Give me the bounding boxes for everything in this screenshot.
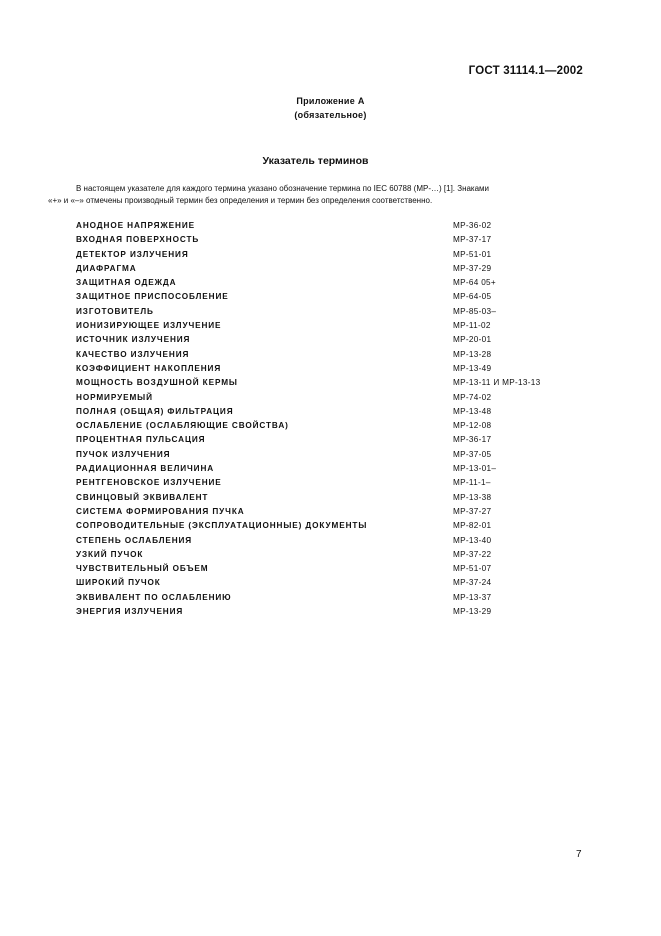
term-code: МР-13-28 [453,349,492,359]
term-name: МОЩНОСТЬ ВОЗДУШНОЙ КЕРМЫ [76,378,238,388]
term-code: МР-51-07 [453,564,492,574]
term-code: МР-37-27 [453,506,492,516]
term-name: УЗКИЙ ПУЧОК [76,549,144,559]
term-code: МР-37-24 [453,578,492,588]
term-name: ЭКВИВАЛЕНТ ПО ОСЛАБЛЕНИЮ [76,592,232,602]
term-name: РАДИАЦИОННАЯ ВЕЛИЧИНА [76,464,215,474]
term-name: ДЕТЕКТОР ИЗЛУЧЕНИЯ [76,249,189,259]
term-name: ПОЛНАЯ (ОБЩАЯ) ФИЛЬТРАЦИЯ [76,406,234,416]
term-code: МР-11-1– [453,478,491,488]
term-row [76,476,596,490]
term-row [76,591,596,605]
term-row [76,248,596,262]
term-row [76,519,596,533]
term-row [76,391,596,405]
index-intro [48,183,588,207]
term-row [76,462,596,476]
term-row [76,348,596,362]
term-name: СИСТЕМА ФОРМИРОВАНИЯ ПУЧКА [76,506,245,516]
term-code: МР-11-02 [453,321,491,331]
annex-title: Приложение А [296,96,365,106]
term-name: ЧУВСТВИТЕЛЬНЫЙ ОБЪЕМ [76,564,209,574]
term-name: СОПРОВОДИТЕЛЬНЫЕ (ЭКСПЛУАТАЦИОННЫЕ) ДОКУМЕНТЫ [76,521,368,531]
term-name: ЭНЕРГИЯ ИЗЛУЧЕНИЯ [76,607,184,617]
term-code: МР-64-05 [453,292,492,302]
term-name: ПРОЦЕНТНАЯ ПУЛЬСАЦИЯ [76,435,206,445]
term-row [76,290,596,304]
term-code: МР-37-22 [453,549,492,559]
term-name: ДИАФРАГМА [76,263,137,273]
term-code: МР-36-02 [453,221,492,230]
term-row [76,219,596,233]
intro-line-1: В настоящем указателе для каждого термина указано обозначение термина по IEC 60788 (МР-…) [1]. Знаками [76,184,490,193]
term-code: МР-36-17 [453,435,492,445]
term-code: МР-13-01– [453,464,497,474]
term-row [76,548,596,562]
term-name: АНОДНОЕ НАПРЯЖЕНИЕ [76,221,195,230]
term-row [76,419,596,433]
intro-line-2: «+» и «–» отмечены производный термин без определения и термин без определения соответственно. [48,196,433,205]
term-row [76,534,596,548]
term-name: ИОНИЗИРУЮЩЕЕ ИЗЛУЧЕНИЕ [76,321,222,331]
term-row [76,319,596,333]
term-name: ЗАЩИТНОЕ ПРИСПОСОБЛЕНИЕ [76,292,229,302]
standard-number: ГОСТ 31114.1—2002 [468,65,583,77]
annex-heading [0,94,661,122]
term-code: МР-37-05 [453,449,492,459]
term-row [76,491,596,505]
term-code: МР-13-40 [453,535,492,545]
term-name: ЗАЩИТНАЯ ОДЕЖДА [76,278,177,288]
term-row [76,376,596,390]
term-code: МР-13-38 [453,492,492,502]
term-row [76,262,596,276]
index-title: Указатель терминов [262,155,369,167]
term-row [76,505,596,519]
term-row [76,605,596,619]
term-code: МР-13-37 [453,592,492,602]
term-code: МР-13-48 [453,406,492,416]
term-row [76,333,596,347]
term-name: СВИНЦОВЫЙ ЭКВИВАЛЕНТ [76,492,209,502]
term-row [76,433,596,447]
term-code: МР-74-02 [453,392,492,402]
annex-subtitle: (обязательное) [294,110,367,120]
term-name: ПУЧОК ИЗЛУЧЕНИЯ [76,449,171,459]
terms-list [76,219,596,619]
term-row [76,276,596,290]
term-code: МР-13-49 [453,363,492,373]
term-row [76,448,596,462]
term-code: МР-13-11 И МР-13-13 [453,378,541,388]
term-row [76,405,596,419]
term-row [76,233,596,247]
term-name: РЕНТГЕНОВСКОЕ ИЗЛУЧЕНИЕ [76,478,222,488]
term-code: МР-37-17 [453,235,492,245]
term-name: ИСТОЧНИК ИЗЛУЧЕНИЯ [76,335,191,345]
term-name: ВХОДНАЯ ПОВЕРХНОСТЬ [76,235,200,245]
term-code: МР-20-01 [453,335,492,345]
term-name: КАЧЕСТВО ИЗЛУЧЕНИЯ [76,349,190,359]
term-name: ОСЛАБЛЕНИЕ (ОСЛАБЛЯЮЩИЕ СВОЙСТВА) [76,421,289,431]
term-code: МР-12-08 [453,421,492,431]
term-code: МР-37-29 [453,263,492,273]
term-row [76,562,596,576]
term-name: СТЕПЕНЬ ОСЛАБЛЕНИЯ [76,535,193,545]
term-code: МР-13-29 [453,607,492,617]
page-number: 7 [576,849,582,860]
term-name: ИЗГОТОВИТЕЛЬ [76,306,154,316]
term-row [76,305,596,319]
term-row [76,576,596,590]
term-code: МР-64 05+ [453,278,496,288]
term-code: МР-82-01 [453,521,492,531]
term-name: НОРМИРУЕМЫЙ [76,392,153,402]
term-code: МР-85-03– [453,306,497,316]
term-name: КОЭФФИЦИЕНТ НАКОПЛЕНИЯ [76,363,222,373]
term-row [76,362,596,376]
term-code: МР-51-01 [453,249,492,259]
term-name: ШИРОКИЙ ПУЧОК [76,578,161,588]
